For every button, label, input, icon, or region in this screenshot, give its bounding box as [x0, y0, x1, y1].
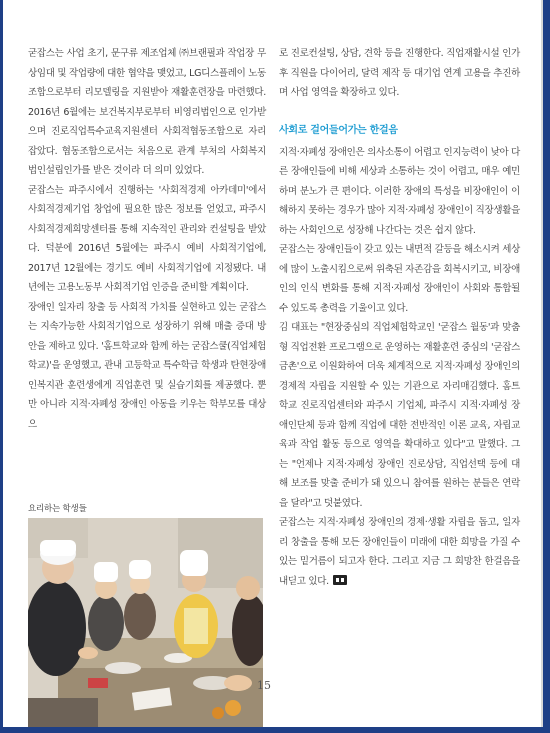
left-column	[28, 44, 266, 434]
right-paragraph-4-text: 굳잡스는 지적·자폐성 장애인의 경제·생활 자립을 돕고, 일자리 창출을 통해 모든 장애인들이 미래에 대한 희망을 가질 수 있는 밑거름이 되고자 한다. 그리고 지금 그 희망찬 한걸음을 내딛고 있다.	[279, 517, 520, 587]
page-number: 15	[257, 679, 271, 692]
left-paragraph-1: 굳잡스는 사업 초기, 문구류 제조업체 ㈜브랜필과 작업장 무상임대 및 작업량에 대한 협약을 맺었고, LG디스플레이 노동조합으로부터 리모델링을 지원받아 재활훈련장을 마련했다. 2016년 6월에는 보건복지부로부터 비영리법인으로 인가받으며 진로직업특수교육지원센터 사회적협동조합으로 자리 잡았다. 협동조합으로서는 처음으로 관계 부처의 사회복지법인설립인가를 받은 것이라 더 의미 있었다.	[28, 48, 266, 176]
magazine-page	[3, 0, 543, 727]
right-column	[279, 44, 520, 591]
right-paragraph-3: 김 대표는 "현장중심의 직업체험학교인 '굳잡스 월동'과 맞춤형 직업전환 프로그램으로 운영하는 재활훈련 중심의 '굳잡스 금촌'으로 이원화하여 더욱 체계적으로 지적·자폐성 장애인의 경제적 자립을 지원할 수 있는 기관으로 자리매김했다. 홈트학교 진로직업센터와 파주시 기업체, 파주시 지적·자폐성 장애인단체 등과 함께 직업에 대한 전반적인 이론 교육, 자립교육과 작업 활동 등으로 영역을 확대하고 있다"고 말했다. 그는 "언제나 지적·자폐성 장애인 진로상담, 직업선택 등에 대해 보조를 맞출 준비가 돼 있으니 참여를 원하는 분들은 연락을 달라"고 덧붙였다.	[279, 322, 520, 509]
article-end-icon	[333, 573, 347, 583]
photo-caption: 요리하는 학생들	[28, 504, 87, 514]
right-paragraph-4	[279, 513, 520, 591]
section-heading: 사회로 걸어들어가는 한걸음	[279, 124, 398, 136]
right-paragraph-2: 굳잡스는 장애인들이 갖고 있는 내면적 갈등을 해소시켜 세상에 많이 노출시킴으로써 위축된 자존감을 회복시키고, 비장애인의 인식 변화를 통해 지적·자폐성 장애인이 사회와 통합될 수 있도록 총력을 기울이고 있다.	[279, 244, 520, 314]
left-paragraph-2: 굳잡스는 파주시에서 진행하는 '사회적경제 아카데미'에서 사회적경제기업 창업에 필요한 많은 정보를 얻었고, 파주시사회적경제희망센터를 통해 지속적인 관리와 컨설팅을 받았다. 덕분에 2016년 5월에는 파주시 예비 사회적기업에, 2017년 12월에는 경기도 예비 사회적기업에 지정됐다. 내년에는 고용노동부 사회적기업 인증을 준비할 계획이다.	[28, 184, 266, 293]
bottom-frame	[0, 727, 550, 733]
right-lead-paragraph: 로 진로컨설팅, 상담, 견학 등을 진행한다. 직업재활시설 인가 후 직원을 다이어리, 달력 제작 등 대기업 연계 고용을 추진하며 사업 영역을 확장하고 있다.	[279, 48, 520, 98]
left-paragraph-3: 장애인 일자리 창출 등 사회적 가치를 실현하고 있는 굳잡스는 지속가능한 사회적기업으로 성장하기 위해 매출 증대 방안을 제하고 있다. '홈트학교와 함께 하는 굳잡스쿨(직업체험학교)'을 운영했고, 관내 고등학교 특수학급 학생과 탄현장애인복지관 훈련생에게 직업훈련 및 실습기회를 제공했다. 뿐만 아니라 지적·자폐성 장애인 아동을 키우는 학부모를 대상으	[28, 301, 266, 430]
cooking-students-photo	[28, 518, 263, 727]
right-paragraph-1: 지적·자폐성 장애인은 의사소통이 어렵고 인지능력이 낮아 다른 장애인들에 비해 세상과 소통하는 것이 어렵고, 매우 예민하며 분노가 큰 편이다. 이러한 장애의 특성을 비장애인이 이해하지 못하는 경우가 많아 지적·자폐성 장애인이 직장생활을 하는 사회인으로 성장해 나간다는 것은 쉽지 않다.	[279, 146, 520, 236]
